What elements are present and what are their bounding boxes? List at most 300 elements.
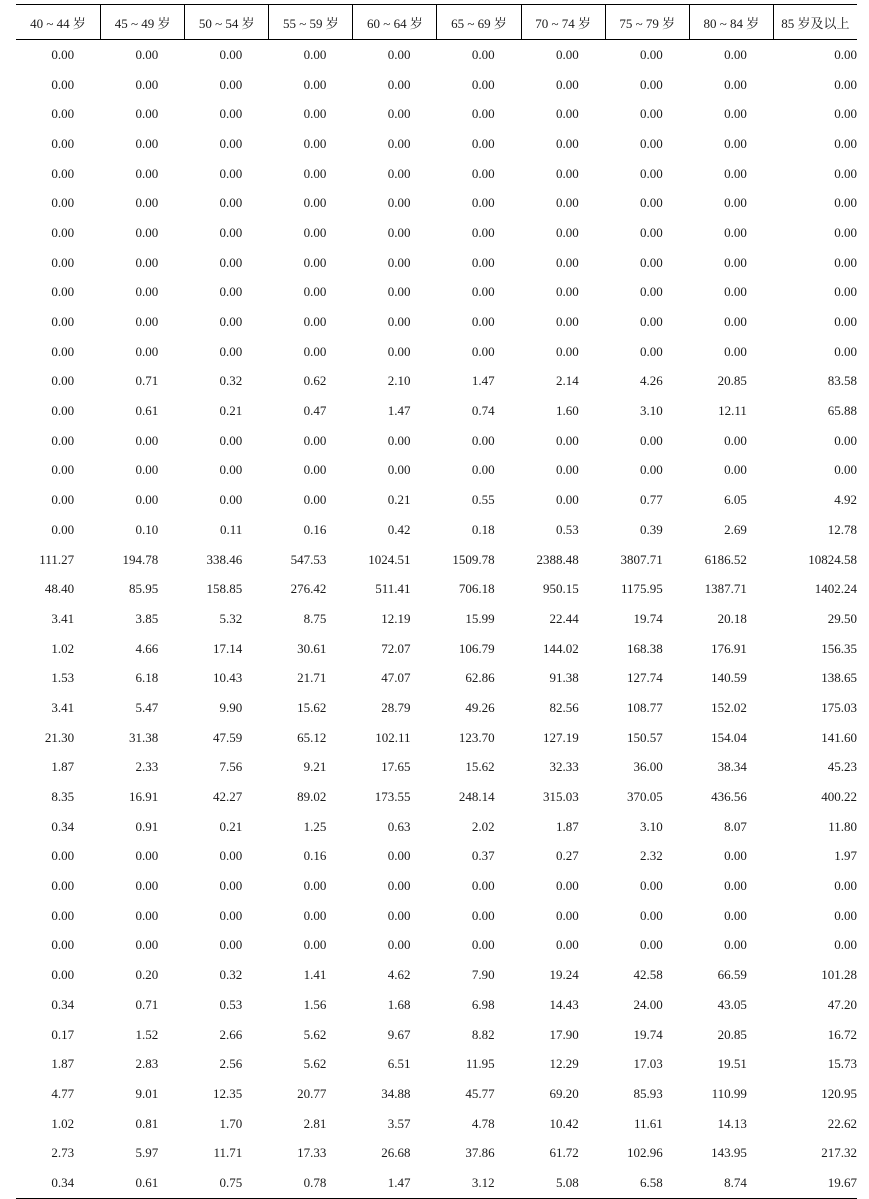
table-cell: 0.62	[303, 373, 327, 389]
table-row	[16, 960, 857, 990]
table-cell: 0.00	[555, 195, 579, 211]
table-cell: 158.85	[206, 581, 243, 597]
table-cell: 0.00	[135, 343, 159, 359]
table-cell: 0.00	[303, 284, 327, 300]
table-cell: 0.00	[135, 135, 159, 151]
table-cell: 5.32	[219, 610, 243, 626]
table-row	[16, 663, 857, 693]
table-cell: 0.00	[471, 106, 495, 122]
table-cell: 0.16	[303, 521, 327, 537]
table-cell: 45.77	[465, 1085, 495, 1101]
table-cell: 0.00	[303, 165, 327, 181]
table-cell: 0.00	[471, 46, 495, 62]
table-cell: 1.87	[555, 818, 579, 834]
table-cell: 0.00	[219, 254, 243, 270]
table-cell: 106.79	[458, 640, 495, 656]
table-cell: 17.03	[633, 1056, 663, 1072]
table-cell: 49.26	[465, 699, 495, 715]
table-cell: 0.00	[219, 106, 243, 122]
column-header: 60 ~ 64 岁	[352, 5, 436, 39]
table-cell: 0.00	[387, 462, 411, 478]
table-row	[16, 842, 857, 872]
table-cell: 0.00	[724, 135, 747, 151]
table-cell: 0.00	[51, 848, 75, 864]
table-cell: 6.05	[724, 492, 747, 508]
table-cell: 3.10	[640, 403, 663, 419]
table-cell: 3807.71	[620, 551, 663, 567]
table-cell: 0.00	[219, 343, 243, 359]
table-cell: 30.61	[297, 640, 327, 656]
table-cell: 17.90	[549, 1026, 579, 1042]
table-cell: 0.00	[135, 432, 159, 448]
table-cell: 0.00	[387, 195, 411, 211]
table-cell: 0.00	[724, 462, 747, 478]
table-cell: 176.91	[711, 640, 747, 656]
table-cell: 6186.52	[704, 551, 747, 567]
table-cell: 0.00	[471, 284, 495, 300]
table-cell: 0.00	[555, 254, 579, 270]
table-cell: 154.04	[711, 729, 747, 745]
table-cell: 0.00	[834, 46, 857, 62]
table-cell: 0.00	[303, 492, 327, 508]
table-cell: 0.00	[135, 224, 159, 240]
table-cell: 7.90	[471, 967, 495, 983]
table-cell: 173.55	[374, 789, 411, 805]
table-cell: 0.00	[471, 224, 495, 240]
table-cell: 0.00	[303, 314, 327, 330]
table-cell: 0.32	[219, 967, 243, 983]
table-cell: 0.53	[219, 996, 243, 1012]
table-cell: 0.00	[640, 46, 663, 62]
table-cell: 315.03	[542, 789, 579, 805]
table-cell: 0.00	[135, 937, 159, 953]
table-cell: 0.20	[135, 967, 159, 983]
table-cell: 0.00	[834, 284, 857, 300]
table-cell: 0.00	[387, 284, 411, 300]
table-cell: 511.41	[375, 581, 411, 597]
table-cell: 0.00	[471, 165, 495, 181]
table-cell: 0.00	[555, 432, 579, 448]
table-cell: 0.00	[219, 937, 243, 953]
table-cell: 0.00	[640, 878, 663, 894]
table-cell: 0.00	[834, 937, 857, 953]
table-cell: 0.00	[724, 878, 747, 894]
table-cell: 0.00	[640, 254, 663, 270]
table-cell: 144.02	[542, 640, 579, 656]
table-cell: 2.02	[471, 818, 495, 834]
table-cell: 0.53	[555, 521, 579, 537]
table-cell: 48.40	[44, 581, 75, 597]
table-cell: 0.00	[303, 432, 327, 448]
table-cell: 0.00	[219, 848, 243, 864]
table-cell: 0.00	[640, 135, 663, 151]
table-cell: 5.08	[555, 1174, 579, 1190]
table-cell: 19.74	[633, 1026, 663, 1042]
table-cell: 8.82	[471, 1026, 495, 1042]
table-cell: 0.00	[555, 106, 579, 122]
table-cell: 0.00	[834, 165, 857, 181]
table-cell: 0.00	[387, 848, 411, 864]
table-cell: 20.85	[717, 373, 747, 389]
table-row	[16, 634, 857, 664]
table-cell: 9.67	[387, 1026, 411, 1042]
table-row	[16, 485, 857, 515]
table-cell: 0.00	[555, 46, 579, 62]
table-cell: 0.00	[135, 314, 159, 330]
table-cell: 31.38	[128, 729, 159, 745]
table-row	[16, 367, 857, 397]
table-cell: 0.00	[303, 907, 327, 923]
table-cell: 0.00	[135, 46, 159, 62]
table-cell: 0.00	[387, 76, 411, 92]
table-cell: 36.00	[633, 759, 663, 775]
table-cell: 0.00	[471, 878, 495, 894]
table-cell: 83.58	[827, 373, 857, 389]
table-cell: 400.22	[821, 789, 857, 805]
table-cell: 19.24	[549, 967, 579, 983]
table-cell: 72.07	[381, 640, 411, 656]
table-cell: 42.27	[213, 789, 243, 805]
table-cell: 0.00	[51, 165, 75, 181]
table-cell: 1.68	[387, 996, 411, 1012]
table-cell: 0.00	[834, 462, 857, 478]
table-cell: 0.00	[724, 314, 747, 330]
column-header: 85 岁及以上	[773, 5, 857, 39]
table-cell: 17.14	[213, 640, 243, 656]
table-cell: 0.11	[220, 521, 243, 537]
table-cell: 0.00	[724, 76, 747, 92]
table-cell: 0.00	[303, 46, 327, 62]
table-cell: 37.86	[465, 1145, 495, 1161]
table-cell: 2.33	[135, 759, 159, 775]
table-cell: 62.86	[465, 670, 495, 686]
table-cell: 0.00	[640, 76, 663, 92]
table-row	[16, 545, 857, 575]
column-header: 50 ~ 54 岁	[184, 5, 268, 39]
table-row	[16, 99, 857, 129]
table-row	[16, 456, 857, 486]
table-row	[16, 931, 857, 961]
table-cell: 0.00	[724, 848, 747, 864]
table-cell: 0.00	[303, 135, 327, 151]
table-row	[16, 604, 857, 634]
table-cell: 47.20	[827, 996, 857, 1012]
table-cell: 4.26	[640, 373, 663, 389]
table-row	[16, 188, 857, 218]
table-cell: 8.07	[724, 818, 747, 834]
table-cell: 0.00	[471, 254, 495, 270]
table-cell: 45.23	[827, 759, 857, 775]
table-cell: 19.74	[633, 610, 663, 626]
table-row	[16, 753, 857, 783]
table-cell: 0.00	[555, 492, 579, 508]
table-row	[16, 901, 857, 931]
table-cell: 0.00	[555, 314, 579, 330]
table-cell: 21.30	[44, 729, 75, 745]
table-cell: 0.00	[303, 254, 327, 270]
table-cell: 0.00	[640, 937, 663, 953]
table-cell: 0.00	[640, 224, 663, 240]
table-cell: 0.61	[135, 1174, 159, 1190]
table-cell: 4.66	[135, 640, 159, 656]
table-cell: 0.00	[640, 195, 663, 211]
table-cell: 547.53	[290, 551, 327, 567]
table-cell: 0.00	[303, 343, 327, 359]
table-cell: 0.47	[303, 403, 327, 419]
table-row	[16, 871, 857, 901]
table-cell: 0.00	[834, 224, 857, 240]
table-cell: 0.00	[51, 254, 75, 270]
table-cell: 65.12	[297, 729, 327, 745]
table-cell: 1.47	[471, 373, 495, 389]
table-cell: 6.58	[640, 1174, 663, 1190]
table-cell: 0.27	[555, 848, 579, 864]
table-cell: 85.93	[633, 1085, 663, 1101]
table-cell: 0.00	[640, 432, 663, 448]
table-cell: 0.00	[724, 46, 747, 62]
table-cell: 150.57	[627, 729, 663, 745]
table-cell: 0.00	[51, 462, 75, 478]
table-cell: 2.32	[640, 848, 663, 864]
table-cell: 16.91	[128, 789, 159, 805]
table-cell: 0.00	[834, 195, 857, 211]
table-cell: 3.10	[640, 818, 663, 834]
table-cell: 0.00	[303, 937, 327, 953]
table-cell: 65.88	[827, 403, 857, 419]
table-cell: 38.34	[717, 759, 747, 775]
table-cell: 42.58	[633, 967, 663, 983]
table-cell: 5.47	[135, 699, 159, 715]
table-row	[16, 70, 857, 100]
table-cell: 5.62	[303, 1026, 327, 1042]
table-cell: 0.00	[724, 343, 747, 359]
table-row	[16, 40, 857, 70]
table-cell: 0.00	[135, 492, 159, 508]
table-row	[16, 990, 857, 1020]
table-cell: 3.41	[51, 610, 75, 626]
table-cell: 0.00	[387, 135, 411, 151]
table-cell: 0.00	[303, 195, 327, 211]
table-cell: 1.47	[387, 403, 411, 419]
table-row	[16, 1168, 857, 1198]
table-cell: 1.56	[303, 996, 327, 1012]
table-cell: 168.38	[627, 640, 663, 656]
table-cell: 101.28	[821, 967, 857, 983]
table-cell: 0.00	[387, 254, 411, 270]
table-cell: 141.60	[821, 729, 857, 745]
table-cell: 0.00	[135, 195, 159, 211]
table-cell: 89.02	[297, 789, 327, 805]
table-cell: 29.50	[827, 610, 857, 626]
table-cell: 0.00	[303, 462, 327, 478]
table-cell: 20.18	[717, 610, 747, 626]
table-cell: 276.42	[290, 581, 327, 597]
table-cell: 1.02	[51, 1115, 75, 1131]
table-cell: 0.37	[471, 848, 495, 864]
table-cell: 4.62	[387, 967, 411, 983]
table-row	[16, 307, 857, 337]
table-cell: 10.43	[213, 670, 243, 686]
table-cell: 156.35	[821, 640, 857, 656]
table-cell: 15.62	[465, 759, 495, 775]
table-cell: 0.00	[135, 106, 159, 122]
table-cell: 20.77	[297, 1085, 327, 1101]
table-row	[16, 782, 857, 812]
table-cell: 0.18	[471, 521, 495, 537]
table-cell: 370.05	[627, 789, 663, 805]
table-cell: 69.20	[549, 1085, 579, 1101]
table-cell: 11.61	[634, 1115, 663, 1131]
table-cell: 0.00	[219, 224, 243, 240]
table-cell: 1387.71	[704, 581, 747, 597]
table-row	[16, 515, 857, 545]
table-cell: 5.97	[135, 1145, 159, 1161]
table-cell: 0.00	[834, 106, 857, 122]
table-cell: 20.85	[717, 1026, 747, 1042]
table-cell: 0.00	[51, 106, 75, 122]
table-cell: 0.00	[555, 165, 579, 181]
table-cell: 0.00	[303, 878, 327, 894]
table-cell: 175.03	[821, 699, 857, 715]
table-cell: 0.00	[640, 165, 663, 181]
table-cell: 0.00	[51, 521, 75, 537]
table-cell: 0.00	[640, 343, 663, 359]
table-cell: 0.00	[724, 284, 747, 300]
table-cell: 15.99	[465, 610, 495, 626]
table-cell: 28.79	[381, 699, 411, 715]
table-cell: 85.95	[128, 581, 159, 597]
table-cell: 12.29	[549, 1056, 579, 1072]
table-cell: 1.70	[219, 1115, 243, 1131]
table-row	[16, 159, 857, 189]
table-cell: 0.21	[219, 818, 243, 834]
column-header: 70 ~ 74 岁	[521, 5, 605, 39]
table-cell: 1.60	[555, 403, 579, 419]
table-cell: 1.47	[387, 1174, 411, 1190]
table-cell: 19.67	[827, 1174, 857, 1190]
table-cell: 12.35	[213, 1085, 243, 1101]
table-cell: 950.15	[542, 581, 579, 597]
table-cell: 1.87	[51, 759, 75, 775]
table-cell: 0.00	[51, 373, 75, 389]
table-cell: 120.95	[821, 1085, 857, 1101]
table-cell: 0.00	[51, 224, 75, 240]
table-cell: 32.33	[549, 759, 579, 775]
table-cell: 11.95	[465, 1056, 495, 1072]
table-cell: 21.71	[297, 670, 327, 686]
table-cell: 17.65	[381, 759, 411, 775]
table-cell: 152.02	[711, 699, 747, 715]
table-cell: 4.92	[834, 492, 857, 508]
table-cell: 61.72	[549, 1145, 579, 1161]
table-cell: 0.00	[471, 343, 495, 359]
table-cell: 217.32	[821, 1145, 857, 1161]
table-cell: 0.00	[471, 907, 495, 923]
table-cell: 0.00	[640, 284, 663, 300]
table-cell: 1.02	[51, 640, 75, 656]
table-cell: 0.00	[51, 46, 75, 62]
table-cell: 2.69	[724, 521, 747, 537]
table-body	[16, 40, 857, 1199]
table-cell: 2388.48	[536, 551, 579, 567]
table-cell: 47.07	[381, 670, 411, 686]
table-cell: 102.11	[375, 729, 411, 745]
table-cell: 12.19	[381, 610, 411, 626]
table-cell: 0.00	[219, 195, 243, 211]
table-row	[16, 337, 857, 367]
table-cell: 0.00	[724, 106, 747, 122]
table-cell: 10.42	[549, 1115, 579, 1131]
table-cell: 0.00	[387, 937, 411, 953]
table-cell: 12.78	[827, 521, 857, 537]
table-cell: 34.88	[381, 1085, 411, 1101]
table-cell: 0.00	[471, 462, 495, 478]
table-cell: 0.00	[219, 878, 243, 894]
table-cell: 6.51	[387, 1056, 411, 1072]
table-cell: 0.00	[471, 432, 495, 448]
table-cell: 0.74	[471, 403, 495, 419]
table-cell: 0.00	[834, 135, 857, 151]
table-cell: 1509.78	[452, 551, 495, 567]
table-cell: 2.73	[51, 1145, 75, 1161]
table-cell: 0.00	[387, 343, 411, 359]
table-cell: 1.87	[51, 1056, 75, 1072]
table-cell: 0.00	[303, 106, 327, 122]
table-cell: 0.00	[51, 878, 75, 894]
table-cell: 6.98	[471, 996, 495, 1012]
table-cell: 0.00	[724, 165, 747, 181]
table-row	[16, 1138, 857, 1168]
table-cell: 0.39	[640, 521, 663, 537]
table-cell: 0.00	[51, 343, 75, 359]
table-cell: 127.19	[542, 729, 579, 745]
table-cell: 9.90	[219, 699, 243, 715]
column-header: 75 ~ 79 岁	[605, 5, 689, 39]
column-header: 40 ~ 44 岁	[30, 15, 86, 31]
table-cell: 0.42	[387, 521, 411, 537]
table-cell: 0.00	[555, 135, 579, 151]
table-cell: 15.73	[827, 1056, 857, 1072]
table-cell: 0.00	[640, 907, 663, 923]
table-cell: 3.85	[135, 610, 159, 626]
table-cell: 0.55	[471, 492, 495, 508]
table-cell: 9.21	[303, 759, 327, 775]
table-cell: 0.00	[387, 165, 411, 181]
table-cell: 24.00	[633, 996, 663, 1012]
table-cell: 0.10	[135, 521, 159, 537]
table-cell: 1.97	[834, 848, 857, 864]
table-cell: 43.05	[717, 996, 747, 1012]
table-cell: 0.00	[387, 878, 411, 894]
table-cell: 0.00	[219, 76, 243, 92]
table-cell: 0.00	[834, 254, 857, 270]
table-cell: 0.00	[471, 135, 495, 151]
table-cell: 0.00	[724, 432, 747, 448]
table-header-row	[16, 4, 857, 40]
table-cell: 0.00	[724, 254, 747, 270]
table-cell: 2.81	[303, 1115, 327, 1131]
table-cell: 0.00	[51, 937, 75, 953]
table-cell: 4.77	[51, 1085, 75, 1101]
table-cell: 0.63	[387, 818, 411, 834]
table-cell: 0.00	[471, 76, 495, 92]
table-cell: 0.00	[51, 284, 75, 300]
table-cell: 0.00	[555, 343, 579, 359]
table-cell: 0.91	[135, 818, 159, 834]
table-cell: 1.52	[135, 1026, 159, 1042]
table-cell: 8.74	[724, 1174, 747, 1190]
table-cell: 0.00	[219, 135, 243, 151]
